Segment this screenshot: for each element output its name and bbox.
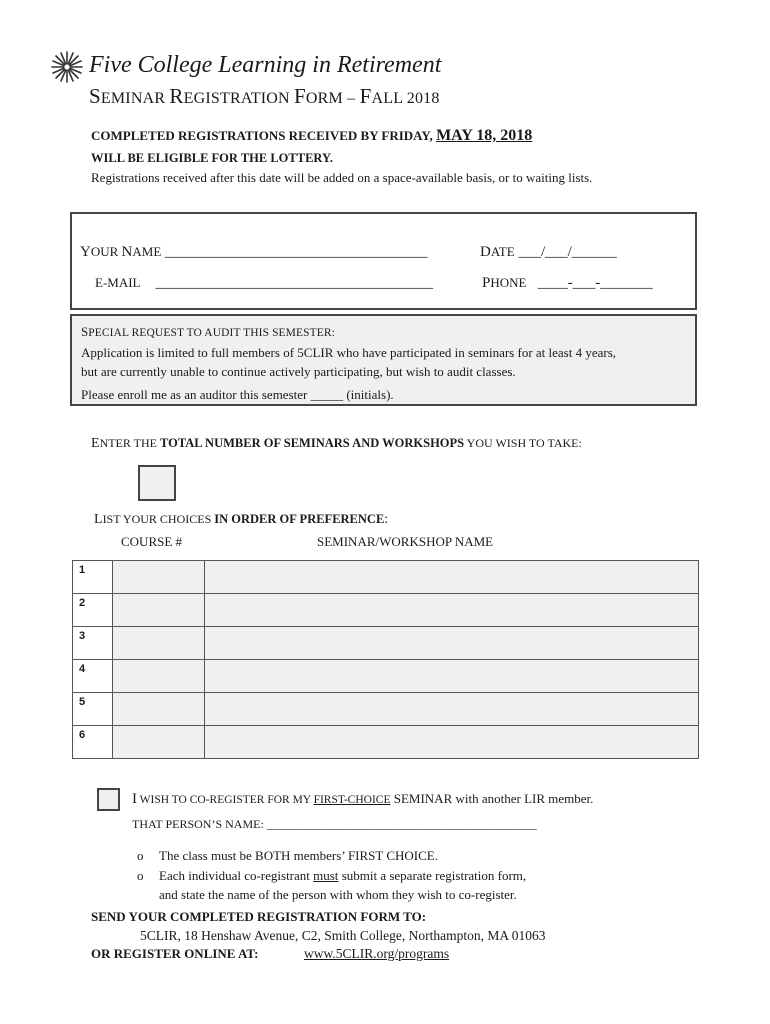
late-registration-note: Registrations received after this date will be added on a space-available basis, or to waiting lists.: [91, 170, 593, 185]
audit-header: SPECIAL REQUEST TO AUDIT THIS SEMESTER:: [81, 324, 335, 339]
deadline-notice: COMPLETED REGISTRATIONS RECEIVED BY FRIDAY, MAY 18, 2018: [91, 127, 533, 144]
mailing-address: 5CLIR, 18 Henshaw Avenue, C2, Smith College, Northampton, MA 01063: [140, 928, 546, 943]
co-register-checkbox[interactable]: [97, 788, 120, 811]
row-number: 2: [73, 594, 113, 627]
seminar-name-input[interactable]: [205, 594, 699, 627]
course-number-input[interactable]: [113, 726, 205, 759]
table-row: [73, 660, 699, 693]
table-row: [73, 627, 699, 660]
table-row: [73, 693, 699, 726]
audit-text-line-1: Application is limited to full members of 5CLIR who have participated in seminars for at least 4 years,: [81, 345, 617, 360]
audit-request-box: [70, 314, 697, 406]
course-number-input[interactable]: [113, 561, 205, 594]
table-row: [73, 561, 699, 594]
course-number-input[interactable]: [113, 627, 205, 660]
course-number-input[interactable]: [113, 660, 205, 693]
deadline-date: MAY 18, 2018: [436, 127, 533, 144]
total-seminars-input[interactable]: [138, 465, 176, 501]
phone-field[interactable]: PHONE ____-___-_______: [482, 275, 653, 291]
co-register-rule-2-continued: and state the name of the person with whom they wish to co-register.: [159, 887, 517, 902]
seminar-name-column-header: SEMINAR/WORKSHOP NAME: [317, 534, 494, 549]
row-number: 3: [73, 627, 113, 660]
row-number: 1: [73, 561, 113, 594]
course-number-input[interactable]: [113, 693, 205, 726]
co-register-rule-2: Each individual co-registrant must submit a separate registration form,: [159, 868, 527, 883]
co-register-rule-1: The class must be BOTH members’ FIRST CHOICE.: [159, 848, 438, 863]
co-registrant-name-field[interactable]: THAT PERSON’S NAME: _____________________________________________: [132, 817, 537, 831]
row-number: 4: [73, 660, 113, 693]
your-name-field[interactable]: YOUR NAME ___________________________________: [80, 244, 428, 260]
form-title: SEMINAR REGISTRATION FORM – FALL 2018: [89, 84, 440, 108]
seminar-name-input[interactable]: [205, 561, 699, 594]
row-number: 5: [73, 693, 113, 726]
mail-instructions-label: SEND YOUR COMPLETED REGISTRATION FORM TO:: [91, 909, 427, 924]
online-registration-label: OR REGISTER ONLINE AT:: [91, 946, 259, 961]
email-field[interactable]: E-MAIL _____________________________________: [95, 275, 433, 291]
choices-header: LIST YOUR CHOICES IN ORDER OF PREFERENCE:: [94, 512, 389, 527]
seminar-name-input[interactable]: [205, 693, 699, 726]
seminar-name-input[interactable]: [205, 627, 699, 660]
total-seminars-label: ENTER THE TOTAL NUMBER OF SEMINARS AND WORKSHOPS YOU WISH TO TAKE:: [91, 436, 582, 451]
audit-text-line-2: but are currently unable to continue actively participating, but wish to audit classes.: [81, 364, 516, 379]
audit-initials-field[interactable]: Please enroll me as an auditor this semester _____ (initials).: [81, 387, 394, 402]
table-row: [73, 726, 699, 759]
organization-name: Five College Learning in Retirement: [89, 52, 442, 78]
co-register-label: I WISH TO CO-REGISTER FOR MY FIRST-CHOICE SEMINAR with another LIR member.: [132, 791, 594, 807]
lottery-eligibility-text: WILL BE ELIGIBLE FOR THE LOTTERY.: [91, 151, 334, 165]
sunburst-logo-icon: [50, 50, 84, 84]
course-number-input[interactable]: [113, 594, 205, 627]
table-row: [73, 594, 699, 627]
online-registration-link[interactable]: www.5CLIR.org/programs: [304, 946, 450, 961]
bullet-marker: o: [137, 868, 144, 883]
bullet-marker: o: [137, 848, 144, 863]
row-number: 6: [73, 726, 113, 759]
course-number-column-header: COURSE #: [121, 534, 183, 549]
seminar-name-input[interactable]: [205, 726, 699, 759]
choices-table: [72, 560, 699, 759]
personal-info-box: [70, 212, 697, 310]
seminar-name-input[interactable]: [205, 660, 699, 693]
date-field[interactable]: DATE ___/___/______: [480, 244, 617, 260]
